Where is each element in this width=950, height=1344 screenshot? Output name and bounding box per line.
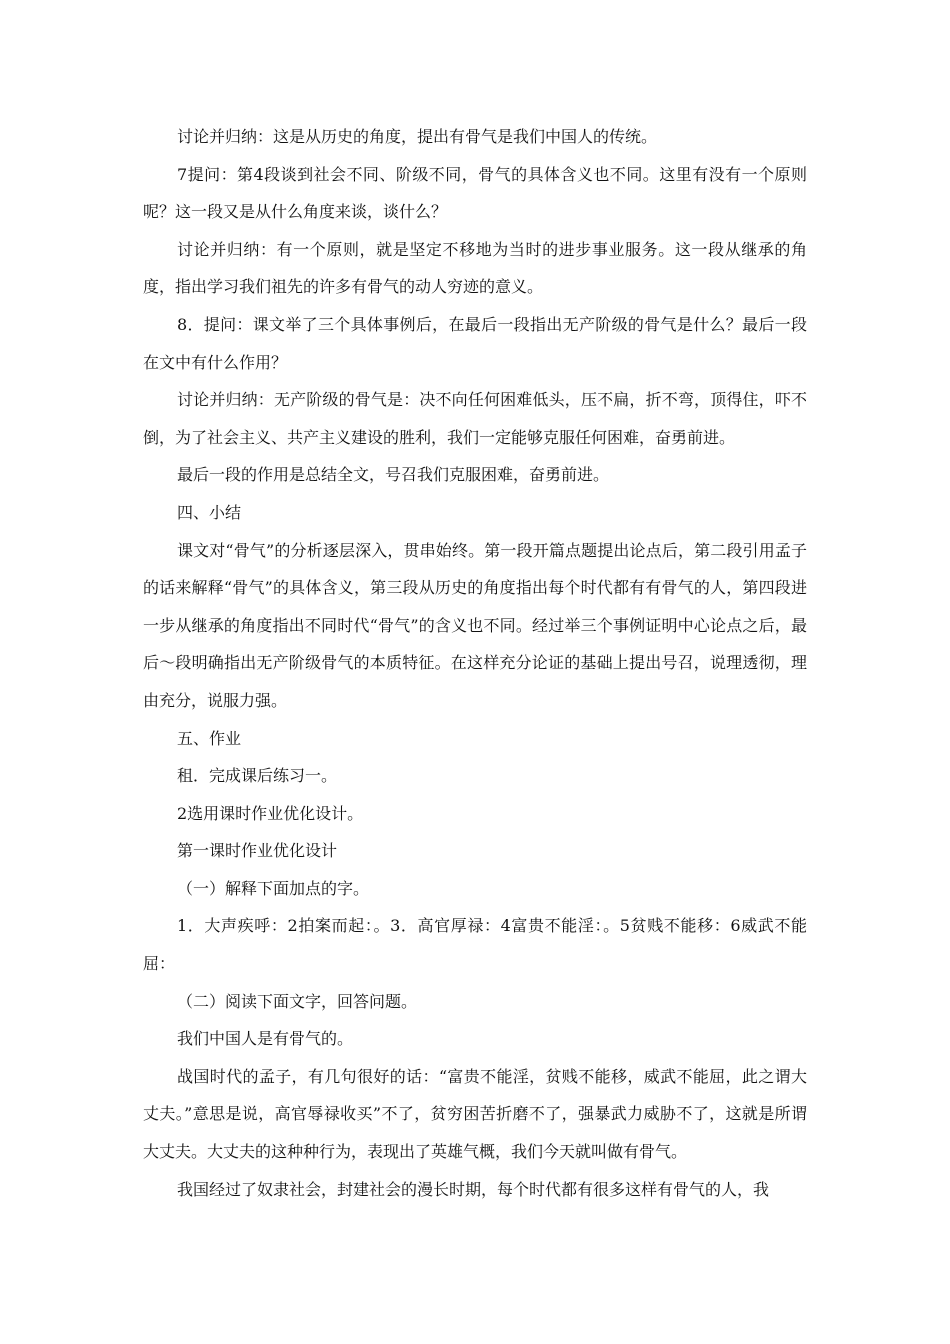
- exercise-heading: （一）解释下面加点的字。: [177, 878, 370, 898]
- subsection-heading: 第一课时作业优化设计: [177, 841, 338, 861]
- exercise-heading: （二）阅读下面文字，回答问题。: [177, 991, 418, 1011]
- paragraph: 最后一段的作用是总结全文，号召我们克服困难，奋勇前进。: [177, 465, 610, 485]
- paragraph: 我们中国人是有骨气的。: [177, 1029, 354, 1049]
- section-heading: 四、小结: [177, 502, 242, 522]
- section-heading: 五、作业: [177, 728, 242, 748]
- paragraph: 讨论并归纳：无产阶级的骨气是：决不向任何困难低头，压不扁，折不弯，顶得住，吓不倒，为了社会主义、共产主义建设的胜利，我们一定能够克服任何困难，奋勇前进。: [143, 390, 807, 447]
- paragraph: 2选用课时作业优化设计。: [177, 803, 364, 823]
- paragraph: 租．完成课后练习一。: [177, 766, 338, 786]
- paragraph: 我国经过了奴隶社会，封建社会的漫长时期，每个时代都有很多这样有骨气的人，我: [177, 1179, 770, 1199]
- exercise-item: 1．大声疾呼：2拍案而起：。3．高官厚禄：4富贵不能淫：。5贫贱不能移：6威武不能屈：: [143, 916, 807, 974]
- paragraph: 战国时代的孟子，有几句很好的话：“富贵不能淫，贫贱不能移，威武不能屈，此之谓大丈夫。”意思是说，高官辱禄收买”不了，贫穷困苦折磨不了，强暴武力威胁不了，这就是所谓大丈夫。大丈夫的这种种行为，表现出了英雄气概，我们今天就叫做有骨气。: [143, 1066, 807, 1162]
- document-body: [143, 118, 807, 1208]
- paragraph: 讨论并归纳：有一个原则，就是坚定不移地为当时的进步事业服务。这一段从继承的角度，指出学习我们祖先的许多有骨气的动人穷迹的意义。: [143, 239, 807, 297]
- paragraph: 课文对“骨气”的分析逐层深入，贯串始终。第一段开篇点题提出论点后，第二段引用孟子的话来解释“骨气”的具体含义，第三段从历史的角度指出每个时代都有有骨气的人，第四段进一步从继承的角度指出不同时代“骨气”的含义也不同。经过举三个事例证明中心论点之后，最后～段明确指出无产阶级骨气的本质特征。在这样充分论证的基础上提出号召，说理透彻，理由充分，说服力强。: [143, 540, 807, 710]
- paragraph: 讨论并归纳：这是从历史的角度，提出有骨气是我们中国人的传统。: [177, 127, 658, 146]
- paragraph: 7提问：第4段谈到社会不同、阶级不同，骨气的具体含义也不同。这里有没有一个原则呢？这一段又是从什么角度来谈，谈什么？: [143, 164, 807, 222]
- paragraph: 8．提问：课文举了三个具体事例后，在最后一段指出无产阶级的骨气是什么？最后一段在文中有什么作用？: [143, 314, 807, 372]
